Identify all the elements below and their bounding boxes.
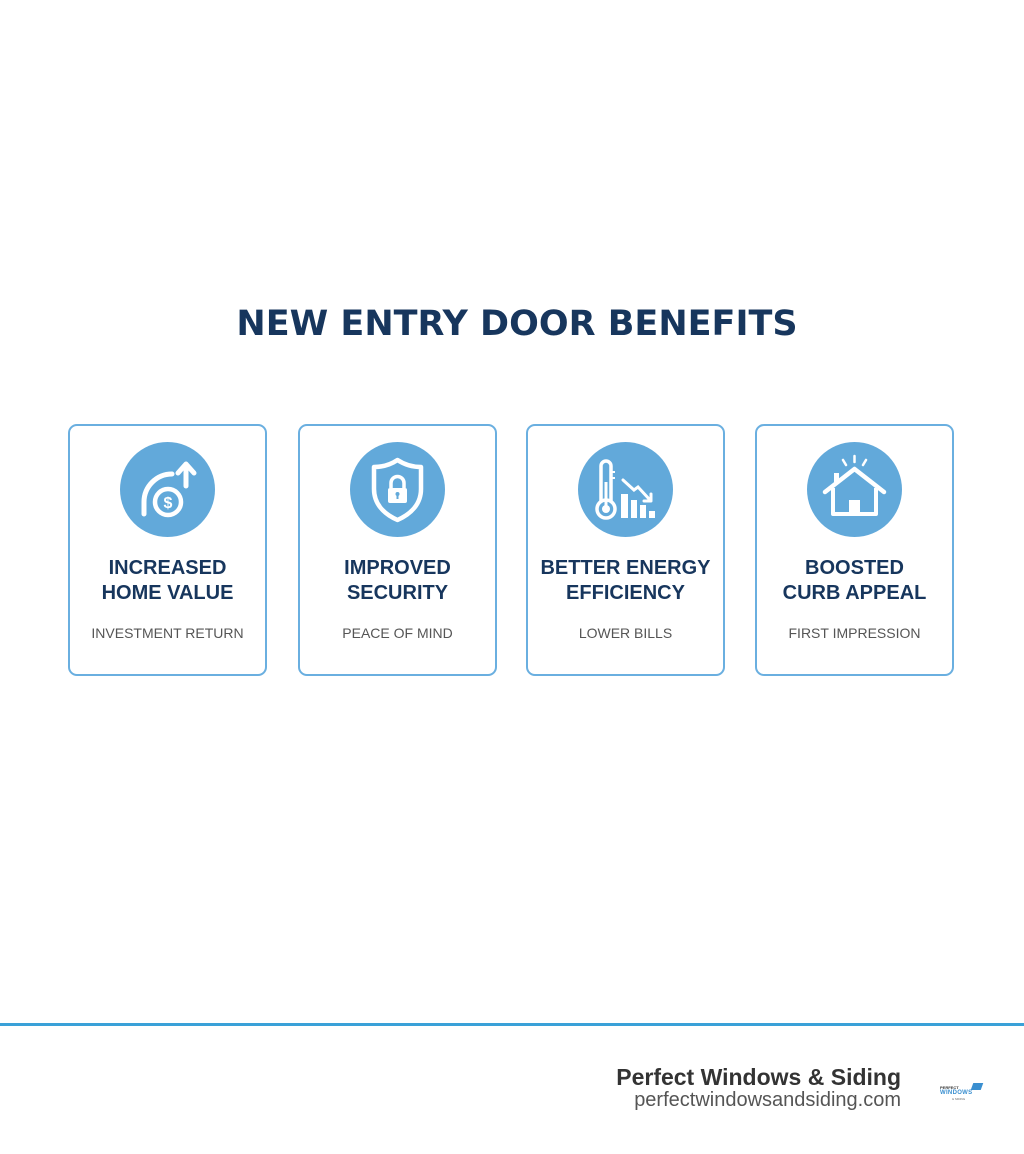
shield-lock-icon [350, 442, 445, 537]
card-title: BOOSTED CURB APPEAL [782, 557, 927, 604]
card-subtitle: FIRST IMPRESSION [788, 625, 921, 641]
logo-flag-icon [971, 1083, 984, 1090]
benefit-card-curb-appeal [755, 424, 954, 676]
card-subtitle: INVESTMENT RETURN [91, 625, 244, 641]
house-shine-icon [807, 442, 902, 537]
benefit-card-security [298, 424, 497, 676]
benefit-card-home-value [68, 424, 267, 676]
card-title: BETTER ENERGY EFFICIENCY [540, 557, 711, 604]
benefit-card-energy [526, 424, 725, 676]
thermometer-chart-icon [578, 442, 673, 537]
card-subtitle: LOWER BILLS [578, 625, 673, 641]
money-growth-icon [120, 442, 215, 537]
brand-url[interactable]: perfectwindowsandsiding.com [634, 1089, 901, 1111]
brand-name: Perfect Windows & Siding [616, 1064, 901, 1090]
card-subtitle: PEACE OF MIND [342, 625, 453, 641]
page-title: NEW ENTRY DOOR BENEFITS [236, 304, 798, 344]
card-title: IMPROVED SECURITY [344, 557, 451, 604]
footer-divider [0, 1023, 1024, 1026]
svg-text:$: $ [163, 495, 173, 512]
card-title: INCREASED HOME VALUE [101, 557, 234, 604]
company-logo: PERFECT WINDOWS & SIDING [940, 1083, 984, 1101]
